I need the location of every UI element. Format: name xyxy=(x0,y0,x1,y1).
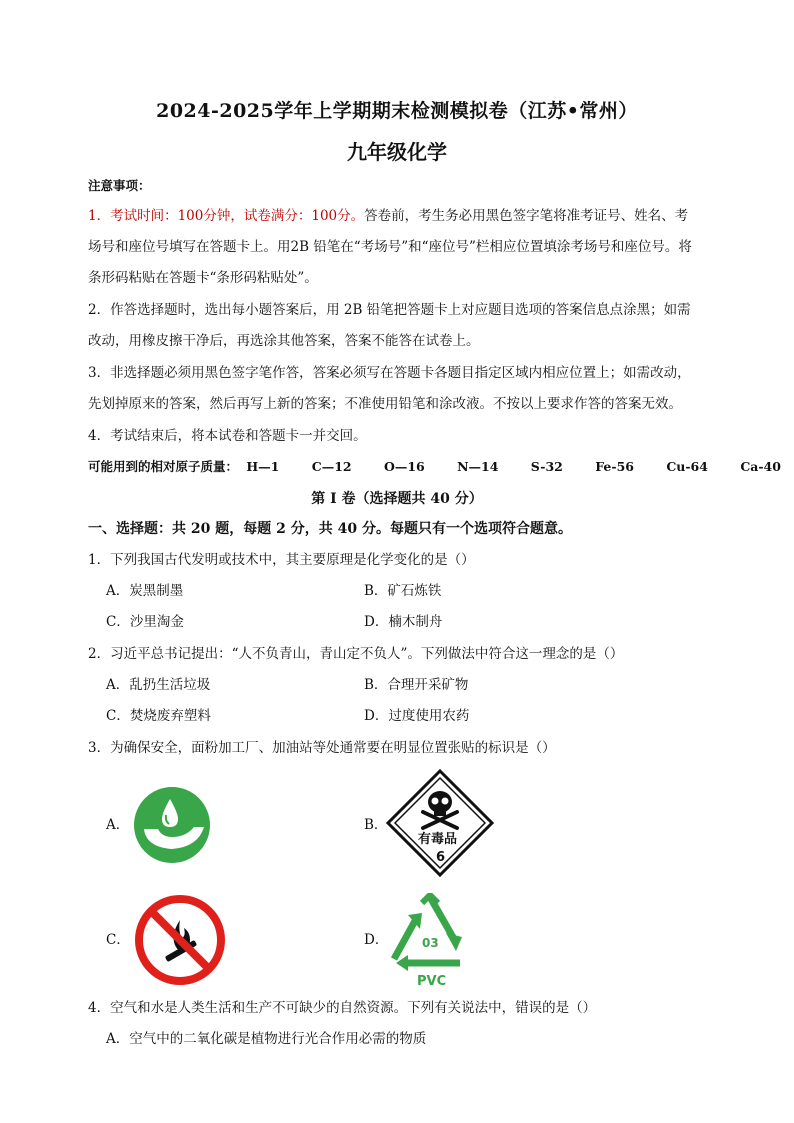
exam-subtitle: 九年级化学 xyxy=(347,140,447,164)
atomic-mass-item: Cu-64 xyxy=(666,459,708,474)
water-saving-sign-icon xyxy=(132,785,212,865)
note-1-line-2: 场号和座位号填写在答题卡上。用2B 铅笔在“考场号”和“座位号”栏相应位置填涂考场号和座位号。将 xyxy=(88,239,692,255)
atomic-masses xyxy=(88,457,781,477)
toxic-sign-class: 6 xyxy=(436,850,446,865)
note-4: 4．考试结束后，将本试卷和答题卡一并交回。 xyxy=(88,428,367,444)
question-4-stem: 4．空气和水是人类生活和生产不可缺少的自然资源。下列有关说法中，错误的是（） xyxy=(88,1000,597,1016)
note-3-line-1: 3．非选择题必须用黑色签字笔作答，答案必须写在答题卡各题目指定区域内相应位置上；如需改动， xyxy=(88,365,691,381)
question-2-option-a: A．乱扔生活垃圾 xyxy=(106,677,211,693)
atomic-mass-item: C—12 xyxy=(311,459,352,474)
atomic-mass-item: H—1 xyxy=(246,459,280,474)
toxic-sign-text: 有毒品 xyxy=(418,832,458,847)
question-3-option-c: C． xyxy=(106,932,130,948)
note-2-line-1: 2．作答选择题时，选出每小题答案后，用 2B 铅笔把答题卡上对应题目选项的答案信息点涂黑；如需 xyxy=(88,302,691,318)
notes-heading: 注意事项： xyxy=(88,178,151,193)
question-2-option-c: C．焚烧废弃塑料 xyxy=(106,708,211,724)
atomic-mass-item: O—16 xyxy=(383,459,425,474)
question-1-option-d: D．楠木制舟 xyxy=(364,614,443,630)
no-open-flame-sign-icon xyxy=(134,894,226,986)
note-1-line-3: 条形码粘贴在答题卡“条形码粘贴处”。 xyxy=(88,270,318,286)
question-3-option-d: D． xyxy=(364,932,389,948)
atomic-mass-item: Ca-40 xyxy=(740,459,781,474)
recycle-code: 03 xyxy=(422,936,439,950)
question-3-stem: 3．为确保安全，面粉加工厂、加油站等处通常要在明显位置张贴的标识是（） xyxy=(88,740,556,756)
question-3-option-a: A． xyxy=(106,817,130,833)
question-1-stem: 1．下列我国古代发明或技术中，其主要原理是化学变化的是（） xyxy=(88,552,475,568)
recycle-material: PVC xyxy=(417,974,447,989)
question-2-stem: 2．习近平总书记提出：“人不负青山，青山定不负人”。下列做法中符合这一理念的是（） xyxy=(88,646,624,662)
exam-title: 2024-2025学年上学期期末检测模拟卷（江苏•常州） xyxy=(156,100,638,122)
section-title: 第 I 卷（选择题共 40 分） xyxy=(311,491,483,507)
note-1-line-1 xyxy=(88,206,688,226)
note-1-time: 1．考试时间：100分钟，试卷满分：100分。 xyxy=(88,208,365,224)
question-1-option-c: C．沙里淘金 xyxy=(106,614,184,630)
question-1-option-a: A．炭黑制墨 xyxy=(106,583,184,599)
atomic-mass-item: Fe-56 xyxy=(595,459,634,474)
atomic-mass-item: N—14 xyxy=(457,459,499,474)
question-3-option-b: B． xyxy=(364,817,388,833)
question-1-option-b: B．矿石炼铁 xyxy=(364,583,442,599)
section-instruction: 一、选择题：共 20 题，每题 2 分，共 40 分。每题只有一个选项符合题意。 xyxy=(88,521,572,537)
note-1-rest: 答卷前，考生务必用黑色签字笔将准考证号、姓名、考 xyxy=(364,208,689,224)
note-2-line-2: 改动，用橡皮擦干净后，再选涂其他答案，答案不能答在试卷上。 xyxy=(88,333,480,349)
question-2-option-d: D．过度使用农药 xyxy=(364,708,470,724)
atomic-masses-label: 可能用到的相对原子质量： xyxy=(88,459,239,474)
question-4-option-a: A．空气中的二氧化碳是植物进行光合作用必需的物质 xyxy=(106,1031,427,1047)
question-2-option-b: B．合理开采矿物 xyxy=(364,677,469,693)
note-3-line-2: 先划掉原来的答案，然后再写上新的答案；不准使用铅笔和涂改液。不按以上要求作答的答案无效。 xyxy=(88,396,682,412)
atomic-mass-item: S-32 xyxy=(530,459,563,474)
recycling-pvc-sign-icon xyxy=(386,893,476,971)
